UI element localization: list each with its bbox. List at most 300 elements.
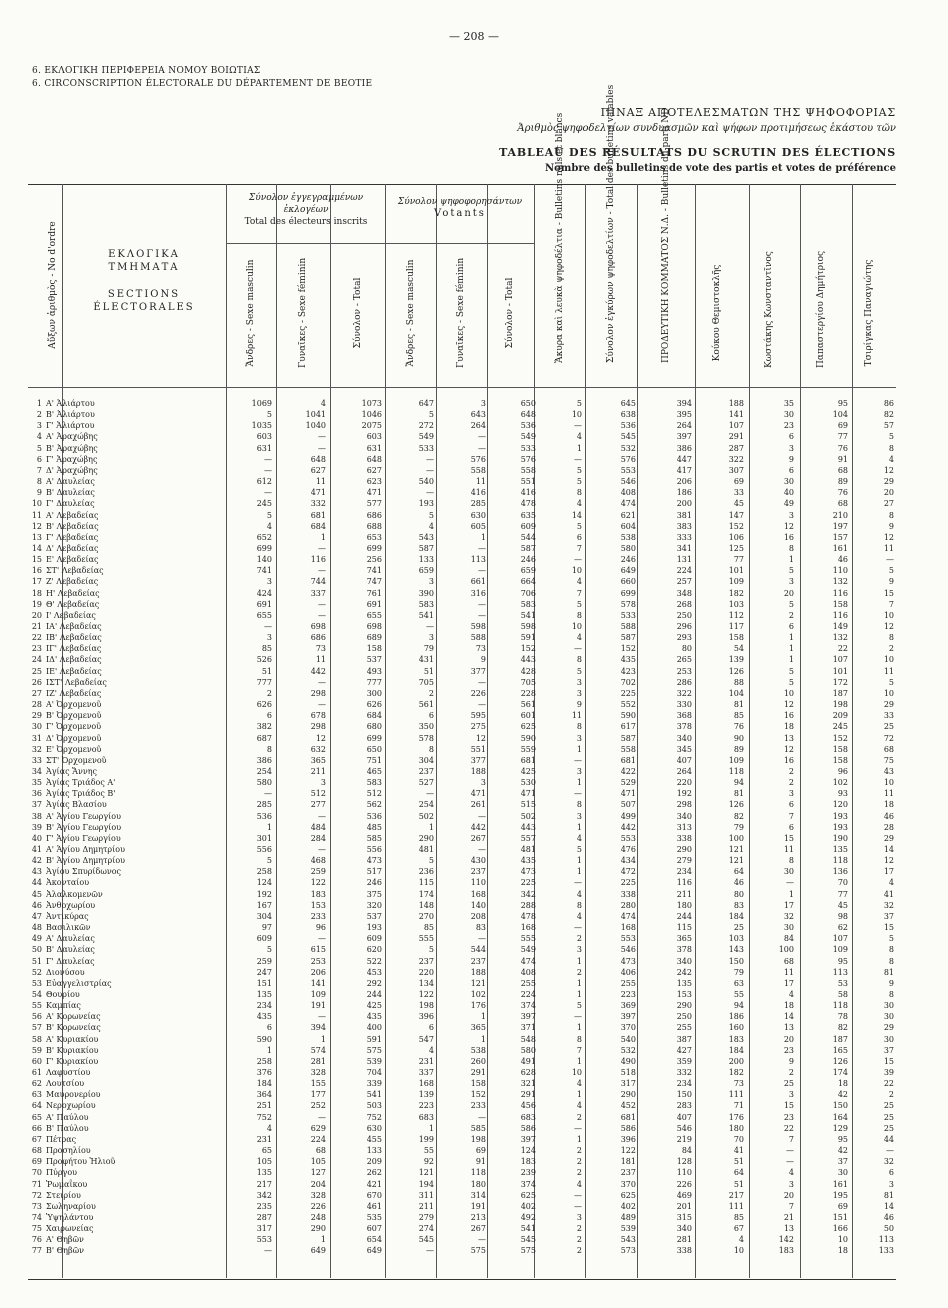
cell-p: 313 xyxy=(676,822,692,832)
cell-vm: 231 xyxy=(418,1056,434,1066)
cell-c1: 103 xyxy=(728,934,744,944)
cell-rt: 609 xyxy=(366,934,382,944)
cell-inv: 3 xyxy=(576,1212,582,1222)
cell-c3: 46 xyxy=(837,555,848,565)
cell-c1: 182 xyxy=(728,588,744,598)
cell-vf: — xyxy=(478,443,486,453)
cell-c2: 1 xyxy=(788,889,794,899)
table-row xyxy=(28,532,896,543)
row-section-name: Β' Ἀλιάρτου xyxy=(46,410,95,420)
cell-p: 257 xyxy=(676,577,692,587)
cell-inv: — xyxy=(574,1190,582,1200)
cell-vm: 194 xyxy=(418,1179,434,1189)
cell-vt: 555 xyxy=(520,934,536,944)
cell-val: 280 xyxy=(620,900,636,910)
cell-p: 226 xyxy=(676,1179,692,1189)
cell-rt: 400 xyxy=(366,1023,382,1033)
cell-rt: 209 xyxy=(366,1157,382,1167)
row-section-name: Β' Ἀραχώβης xyxy=(46,443,98,453)
cell-vm: 337 xyxy=(418,1068,434,1077)
row-section-name: Β' Δαυλείας xyxy=(46,488,95,498)
cell-rm: 752 xyxy=(256,1112,272,1122)
cell-vt: 650 xyxy=(520,399,536,408)
cell-c3: 62 xyxy=(837,923,848,933)
cell-rt: 461 xyxy=(366,1201,382,1211)
cell-c1: 79 xyxy=(733,967,744,977)
cell-vt: 371 xyxy=(520,1023,536,1033)
cell-c3: 69 xyxy=(837,1201,848,1211)
row-section-name: Α' Ἀραχώβης xyxy=(46,432,98,442)
cell-c2: 6 xyxy=(788,432,794,442)
cell-vf: 551 xyxy=(470,744,486,754)
cell-c1: 111 xyxy=(728,1201,744,1211)
table-row xyxy=(28,866,896,877)
cell-c4: 25 xyxy=(883,722,894,732)
cell-p: 378 xyxy=(676,722,692,732)
cell-inv: 14 xyxy=(571,510,582,520)
cell-c2: 6 xyxy=(788,822,794,832)
cell-rf: — xyxy=(318,677,326,687)
cell-c3: 76 xyxy=(837,488,848,498)
row-section-name: Β' Ὀρχομενοῦ xyxy=(46,711,102,721)
cell-c1: 158 xyxy=(728,633,744,643)
cell-rf: 1041 xyxy=(305,410,326,420)
cell-c1: 109 xyxy=(728,755,744,765)
cell-val: 181 xyxy=(620,1157,636,1167)
cell-vf: 416 xyxy=(470,488,486,498)
cell-c2: 21 xyxy=(783,1212,794,1222)
cell-c2: 12 xyxy=(783,744,794,754)
cell-val: 476 xyxy=(620,845,636,854)
cell-c1: 85 xyxy=(733,1212,744,1222)
cell-rf: — xyxy=(318,610,326,620)
cell-c2: 18 xyxy=(783,1001,794,1011)
cell-vm: 8 xyxy=(428,744,434,754)
cell-rm: 124 xyxy=(256,878,272,888)
cell-vt: 541 xyxy=(520,1224,536,1234)
cell-c1: 111 xyxy=(728,1090,744,1100)
cell-inv: 3 xyxy=(576,945,582,955)
cell-p: 201 xyxy=(676,1201,692,1211)
cell-vm: 2 xyxy=(428,688,434,698)
cell-vm: 705 xyxy=(418,677,434,687)
row-section-name: Α' Ἁγίου Δημητρίου xyxy=(46,845,125,854)
cell-c3: 120 xyxy=(832,800,848,810)
table-row xyxy=(28,1223,896,1234)
row-section-name: Α' Κυριακίου xyxy=(46,1034,99,1044)
cell-vm: 533 xyxy=(418,443,434,453)
cell-vf: 605 xyxy=(470,521,486,531)
row-section-name: Ἀνθοχωρίου xyxy=(46,900,96,910)
page-number: — 208 — xyxy=(449,30,499,43)
cell-val: 452 xyxy=(620,1101,636,1111)
cell-vm: 3 xyxy=(428,577,434,587)
row-section-name: Μαυρονερίου xyxy=(46,1090,101,1100)
table-row xyxy=(28,1045,896,1056)
cell-c3: 53 xyxy=(837,978,848,988)
cell-p: 250 xyxy=(676,610,692,620)
cell-vm: 168 xyxy=(418,1079,434,1089)
cell-p: 322 xyxy=(676,688,692,698)
cell-vm: 502 xyxy=(418,811,434,821)
row-section-name: Γ' Ἀραχώβης xyxy=(46,454,98,464)
cell-vm: 583 xyxy=(418,599,434,609)
cell-rm: 1069 xyxy=(251,399,272,408)
cell-val: 434 xyxy=(620,856,636,866)
cell-c2: 9 xyxy=(788,1056,794,1066)
row-section-name: Γ' Ὀρχομενοῦ xyxy=(46,722,102,732)
cell-val: 490 xyxy=(620,1056,636,1066)
cell-vf: 442 xyxy=(470,822,486,832)
cell-vm: 561 xyxy=(418,700,434,710)
cell-p: 115 xyxy=(676,923,692,933)
cell-c4: 15 xyxy=(883,923,894,933)
cell-rm: 247 xyxy=(256,967,272,977)
row-section-name: ΙΕ' Λεβαδείας xyxy=(46,666,102,676)
cell-rt: 680 xyxy=(366,722,382,732)
cell-vf: 3 xyxy=(480,399,486,408)
cell-p: 290 xyxy=(676,1001,692,1011)
cell-vm: 193 xyxy=(418,499,434,509)
row-section-name: ΙΓ' Λεβαδείας xyxy=(46,644,102,654)
row-section-name: Α' Ὀρχομενοῦ xyxy=(46,700,102,710)
cell-val: 590 xyxy=(620,711,636,721)
cell-c4: 30 xyxy=(883,1034,894,1044)
table-row xyxy=(28,978,896,989)
cell-rf: 109 xyxy=(310,989,326,999)
row-number: 46 xyxy=(31,900,42,910)
cell-c2: 68 xyxy=(783,956,794,966)
cell-p: 293 xyxy=(676,633,692,643)
cell-c2: 22 xyxy=(783,1123,794,1133)
cell-c2: 2 xyxy=(788,610,794,620)
cell-c4: 8 xyxy=(888,510,894,520)
cell-vf: 575 xyxy=(470,1246,486,1256)
cell-inv: 1 xyxy=(576,989,582,999)
row-section-name: Θ' Λεβαδείας xyxy=(46,599,100,609)
cell-vm: 481 xyxy=(418,845,434,854)
cell-c3: 187 xyxy=(832,688,848,698)
cell-c2: 8 xyxy=(788,543,794,553)
cell-vt: 549 xyxy=(520,432,536,442)
cell-vf: 11 xyxy=(475,477,486,487)
cell-c1: 88 xyxy=(733,677,744,687)
cell-vt: 587 xyxy=(520,543,536,553)
table-row xyxy=(28,1245,896,1256)
cell-c1: 73 xyxy=(733,1079,744,1089)
cell-c1: 55 xyxy=(733,989,744,999)
cell-rf: 259 xyxy=(310,867,326,877)
cell-inv: — xyxy=(574,923,582,933)
cell-vm: 270 xyxy=(418,911,434,921)
cell-rf: 96 xyxy=(315,923,326,933)
col-candidate-4: Τσιρίγκας Παναγιώτης xyxy=(864,259,874,367)
row-section-name: Δ' Ἀραχώβης xyxy=(46,465,98,475)
cell-rt: 585 xyxy=(366,833,382,843)
cell-vf: 316 xyxy=(470,588,486,598)
cell-c3: 129 xyxy=(832,1123,848,1133)
cell-rm: 105 xyxy=(256,1157,272,1167)
cell-rt: 751 xyxy=(366,755,382,765)
cell-vf: 558 xyxy=(470,465,486,475)
cell-vf: 377 xyxy=(470,755,486,765)
cell-inv: 10 xyxy=(571,566,582,576)
cell-c2: 5 xyxy=(788,677,794,687)
cell-rm: 135 xyxy=(256,1168,272,1178)
sections-header xyxy=(74,248,214,314)
cell-rt: 556 xyxy=(366,845,382,854)
cell-p: 338 xyxy=(676,833,692,843)
cell-vt: 492 xyxy=(520,1212,536,1222)
cell-inv: 3 xyxy=(576,677,582,687)
cell-rm: 5 xyxy=(266,510,272,520)
cell-c1: 188 xyxy=(728,399,744,408)
cell-c4: 37 xyxy=(883,1045,894,1055)
cell-c3: 152 xyxy=(832,733,848,743)
cell-val: 553 xyxy=(620,833,636,843)
cell-c1: 51 xyxy=(733,1157,744,1167)
cell-vt: 246 xyxy=(520,555,536,565)
cell-val: 152 xyxy=(620,644,636,654)
cell-rt: 537 xyxy=(366,911,382,921)
cell-c4: 82 xyxy=(883,410,894,420)
cell-c4: 8 xyxy=(888,989,894,999)
table-row xyxy=(28,889,896,900)
cell-c1: 184 xyxy=(728,1045,744,1055)
col-reg-male: Ἄνδρες - Sexe masculin xyxy=(246,259,256,367)
cell-c4: 32 xyxy=(883,1157,894,1167)
row-section-name: Πύργου xyxy=(46,1168,78,1178)
col-vot-male: Ἄνδρες - Sexe masculin xyxy=(406,259,416,367)
cell-vf: 630 xyxy=(470,510,486,520)
cell-inv: 1 xyxy=(576,978,582,988)
cell-rm: 258 xyxy=(256,867,272,877)
cell-vt: 478 xyxy=(520,911,536,921)
cell-c2: 2 xyxy=(788,1068,794,1077)
cell-vf: 180 xyxy=(470,1179,486,1189)
row-section-name: Λουτσίου xyxy=(46,1079,85,1089)
table-row xyxy=(28,1156,896,1167)
cell-vm: 134 xyxy=(418,978,434,988)
cell-p: 180 xyxy=(676,900,692,910)
cell-c3: 95 xyxy=(837,956,848,966)
cell-rm: 364 xyxy=(256,1090,272,1100)
cell-vf: 158 xyxy=(470,1079,486,1089)
cell-rf: 681 xyxy=(310,510,326,520)
cell-p: 381 xyxy=(676,510,692,520)
row-number: 45 xyxy=(31,889,42,899)
row-number: 51 xyxy=(31,956,42,966)
table-row xyxy=(28,1034,896,1045)
cell-rt: 339 xyxy=(366,1079,382,1089)
cell-inv: 1 xyxy=(576,778,582,788)
cell-rt: 537 xyxy=(366,655,382,665)
cell-p: 386 xyxy=(676,443,692,453)
cell-val: 489 xyxy=(620,1212,636,1222)
cell-inv: 5 xyxy=(576,599,582,609)
cell-rf: 629 xyxy=(310,1123,326,1133)
cell-vm: 79 xyxy=(423,644,434,654)
cell-c1: 107 xyxy=(728,421,744,431)
cell-vm: 236 xyxy=(418,867,434,877)
row-section-name: Λαφυστίου xyxy=(46,1068,91,1077)
cell-p: 546 xyxy=(676,1123,692,1133)
table-row xyxy=(28,911,896,922)
cell-rt: 1073 xyxy=(361,399,382,408)
cell-rm: 6 xyxy=(266,1023,272,1033)
row-number: 68 xyxy=(31,1146,42,1156)
cell-c1: 184 xyxy=(728,911,744,921)
cell-rt: 686 xyxy=(366,510,382,520)
cell-vt: 705 xyxy=(520,677,536,687)
cell-inv: 1 xyxy=(576,856,582,866)
cell-val: 587 xyxy=(620,633,636,643)
row-section-name: Β' Κορωνείας xyxy=(46,1023,101,1033)
cell-p: 338 xyxy=(676,1246,692,1256)
row-number: 19 xyxy=(31,599,42,609)
cell-rt: 603 xyxy=(366,432,382,442)
row-section-name: Β' Ἁγίου Γεωργίου xyxy=(46,822,122,832)
table-row xyxy=(28,476,896,487)
cell-p: 427 xyxy=(676,1045,692,1055)
cell-inv: — xyxy=(574,421,582,431)
cell-c3: 104 xyxy=(832,410,848,420)
cell-c1: 51 xyxy=(733,1179,744,1189)
cell-c2: 30 xyxy=(783,867,794,877)
cell-vm: 683 xyxy=(418,1112,434,1122)
cell-c1: 186 xyxy=(728,1012,744,1022)
cell-p: 383 xyxy=(676,521,692,531)
cell-c1: 104 xyxy=(728,688,744,698)
cell-rt: 670 xyxy=(366,1190,382,1200)
cell-rm: 167 xyxy=(256,900,272,910)
cell-c1: 147 xyxy=(728,510,744,520)
cell-inv: 1 xyxy=(576,744,582,754)
row-section-name: Σωληναρίου xyxy=(46,1201,96,1211)
cell-inv: 3 xyxy=(576,811,582,821)
cell-c2: 35 xyxy=(783,399,794,408)
cell-c4: 44 xyxy=(883,1134,894,1144)
cell-rt: 292 xyxy=(366,978,382,988)
cell-vf: — xyxy=(478,700,486,710)
cell-rm: 184 xyxy=(256,1079,272,1089)
cell-rf: 155 xyxy=(310,1079,326,1089)
cell-c1: 83 xyxy=(733,900,744,910)
cell-c4: 133 xyxy=(878,1246,894,1256)
cell-vf: 291 xyxy=(470,1068,486,1077)
cell-vt: 625 xyxy=(520,1190,536,1200)
cell-inv: 8 xyxy=(576,722,582,732)
cell-c1: 90 xyxy=(733,733,744,743)
cell-c1: 82 xyxy=(733,811,744,821)
cell-vm: 541 xyxy=(418,610,434,620)
cell-c1: 143 xyxy=(728,945,744,955)
cell-inv: 9 xyxy=(576,700,582,710)
cell-c2: 49 xyxy=(783,499,794,509)
cell-inv: 5 xyxy=(576,477,582,487)
cell-rf: — xyxy=(318,599,326,609)
cell-c2: 10 xyxy=(783,688,794,698)
cell-rt: 654 xyxy=(366,1235,382,1245)
cell-vt: 443 xyxy=(520,655,536,665)
cell-c1: 150 xyxy=(728,956,744,966)
cell-vt: 545 xyxy=(520,1235,536,1245)
cell-rt: 699 xyxy=(366,543,382,553)
cell-rt: 699 xyxy=(366,733,382,743)
cell-val: 499 xyxy=(620,811,636,821)
cell-vm: 55 xyxy=(423,1146,434,1156)
cell-c4: 12 xyxy=(883,622,894,631)
cell-val: 423 xyxy=(620,666,636,676)
cell-rm: 609 xyxy=(256,934,272,944)
row-number: 18 xyxy=(31,588,42,598)
row-number: 77 xyxy=(31,1246,42,1256)
cell-c3: 135 xyxy=(832,845,848,854)
cell-vm: 647 xyxy=(418,399,434,408)
cell-c1: 100 xyxy=(728,833,744,843)
cell-p: 394 xyxy=(676,399,692,408)
cell-c2: 12 xyxy=(783,521,794,531)
cell-c1: 103 xyxy=(728,599,744,609)
cell-c3: 70 xyxy=(837,878,848,888)
cell-p: 242 xyxy=(676,967,692,977)
cell-rm: 536 xyxy=(256,811,272,821)
row-number: 24 xyxy=(31,655,42,665)
results-table-title-french: TABLEAU DES RÉSULTATS DU SCRUTIN DES ÉLECTIONS xyxy=(499,146,896,159)
table-row xyxy=(28,766,896,777)
cell-vf: 3 xyxy=(480,778,486,788)
table-row xyxy=(28,956,896,967)
cell-rf: 298 xyxy=(310,688,326,698)
cell-rt: 541 xyxy=(366,1090,382,1100)
cell-val: 546 xyxy=(620,477,636,487)
cell-rf: 298 xyxy=(310,722,326,732)
cell-c4: 4 xyxy=(888,454,894,464)
cell-c4: 5 xyxy=(888,934,894,944)
table-row xyxy=(28,576,896,587)
cell-p: 219 xyxy=(676,1134,692,1144)
row-number: 9 xyxy=(36,488,42,498)
cell-vt: 478 xyxy=(520,499,536,509)
cell-p: 340 xyxy=(676,733,692,743)
cell-val: 397 xyxy=(620,1012,636,1022)
cell-p: 279 xyxy=(676,856,692,866)
cell-c1: 200 xyxy=(728,1056,744,1066)
cell-p: 286 xyxy=(676,677,692,687)
cell-rf: 177 xyxy=(310,1090,326,1100)
cell-c1: 45 xyxy=(733,499,744,509)
table-row xyxy=(28,487,896,498)
row-number: 71 xyxy=(31,1179,42,1189)
table-row xyxy=(28,1134,896,1145)
table-row xyxy=(28,811,896,822)
cell-val: 338 xyxy=(620,889,636,899)
row-section-name: Πέτρας xyxy=(46,1134,77,1144)
cell-val: 532 xyxy=(620,443,636,453)
cell-c4: 2 xyxy=(888,644,894,654)
cell-vt: 659 xyxy=(520,566,536,576)
cell-c4: 81 xyxy=(883,1190,894,1200)
cell-rf: 12 xyxy=(315,733,326,743)
cell-c2: 4 xyxy=(788,989,794,999)
row-section-name: ΙΖ' Λεβαδείας xyxy=(46,688,102,698)
cell-c4: 113 xyxy=(878,1235,894,1245)
cell-rm: 304 xyxy=(256,911,272,921)
table-row xyxy=(28,431,896,442)
voters-group-greek: Σύνολον ψηφοφορησάντων xyxy=(397,197,523,207)
cell-rt: 562 xyxy=(366,800,382,810)
cell-rf: 337 xyxy=(310,588,326,598)
